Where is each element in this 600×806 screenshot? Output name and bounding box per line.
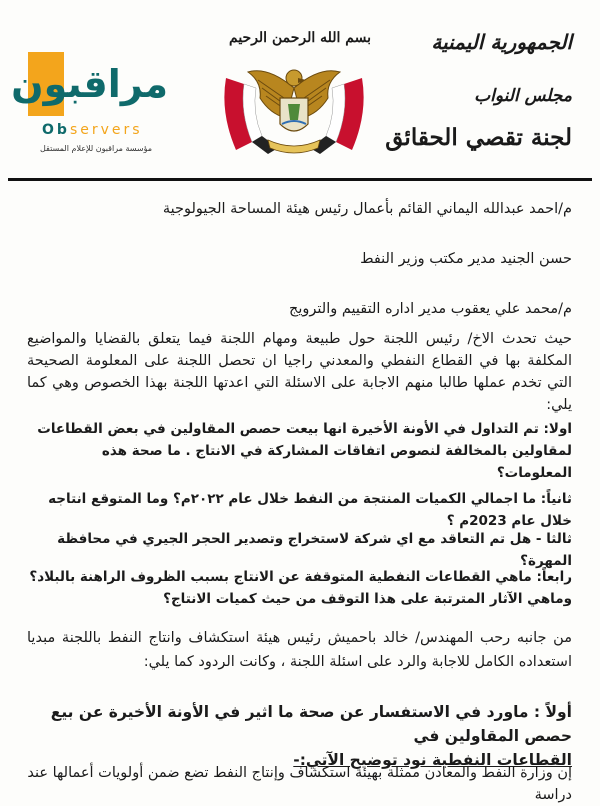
answer-1-heading-line1: أولاً : ماورد في الاستفسار عن صحة ما اثير في الأونة الأخيرة عن بيع حصص المقاولين في	[50, 703, 572, 745]
logo-arabic-text: مراقبون	[11, 62, 168, 106]
basmala: بسم الله الرحمن الرحيم	[229, 30, 371, 46]
answer-1-heading-line2: القطاعات النفطية نود توضيح الآتي:-	[293, 751, 572, 769]
question-1: اولا: تم التداول في الأونة الأخيرة انها بيعت حصص المقاولين في بعض القطاعات لمقاولين بالمخالفة لنصوص اتفاقات المشاركة في الانتاج . ما صحة هذه المعلومات؟	[37, 421, 572, 481]
reply-paragraph: من جانبه رحب المهندس/ خالد باحميش رئيس هيئة استكشاف وانتاج النفط باللجنة مبديا استعداده الكامل للاجابة والرد على اسئلة اللجنة ، وكانت الردود كما يلي:	[27, 630, 572, 670]
council-name: مجلس النواب	[474, 86, 572, 106]
logo-english-rest: servers	[69, 122, 143, 138]
question-2: ثانياً: ما اجمالي الكميات المنتجة من النفط خلال عام ٢٠٢٢م؟ وما المتوقع انتاجه خلال عام 2023م ؟	[48, 491, 572, 529]
republic-title: الجمهورية اليمنية	[431, 30, 572, 54]
logo-english-prefix: Ob	[42, 122, 70, 138]
observers-logo	[11, 48, 168, 168]
logo-english-text	[42, 122, 143, 138]
answer-1-text: إن وزارة النفط والمعادن ممثلة بهيئة استكشاف وإنتاج النفط تضع ضمن أولويات أعمالها عند دراسة	[27, 765, 572, 803]
intro-paragraph: حيث تحدث الاخ/ رئيس اللجنة حول طبيعة ومهام اللجنة فيما يتعلق بالقضايا والمواضيع المكلفة بها في القطاع النفطي والمعدني راجيا ان تحصل اللجنة على المعلومة الصحيحة التي تخدم عملها طالبا منهم الاجابة على الاسئلة التي اعدتها اللجنة بهذا الخصوص وهي كما يلي:	[27, 331, 572, 413]
attendee-1: م/احمد عبدالله اليماني القائم بأعمال رئيس هيئة المساحة الجيولوجية	[162, 201, 572, 217]
question-3: ثالثا - هل تم التعاقد مع اي شركة لاستخراج وتصدير الحجر الجيري في محافظة المهرة؟	[57, 531, 572, 569]
committee-name: لجنة تقصي الحقائق	[385, 124, 572, 151]
attendee-2: حسن الجنيد مدير مكتب وزير النفط	[360, 251, 572, 267]
header-divider	[8, 178, 592, 181]
letterhead	[0, 0, 600, 182]
attendee-3: م/محمد علي يعقوب مدير اداره التقييم والترويج	[289, 301, 572, 317]
logo-tagline: مؤسسة مراقبون للإعلام المستقل	[40, 144, 152, 153]
question-4: رابعاً: ماهي القطاعات النفطية المتوقفة عن الانتاج بسبب الظروف الراهنة بالبلاد؟ وماهي الآثار المترتبة على هذا التوقف من حيث كميات الانتاج؟	[29, 569, 572, 607]
yemen-eagle-emblem-icon	[218, 58, 370, 160]
